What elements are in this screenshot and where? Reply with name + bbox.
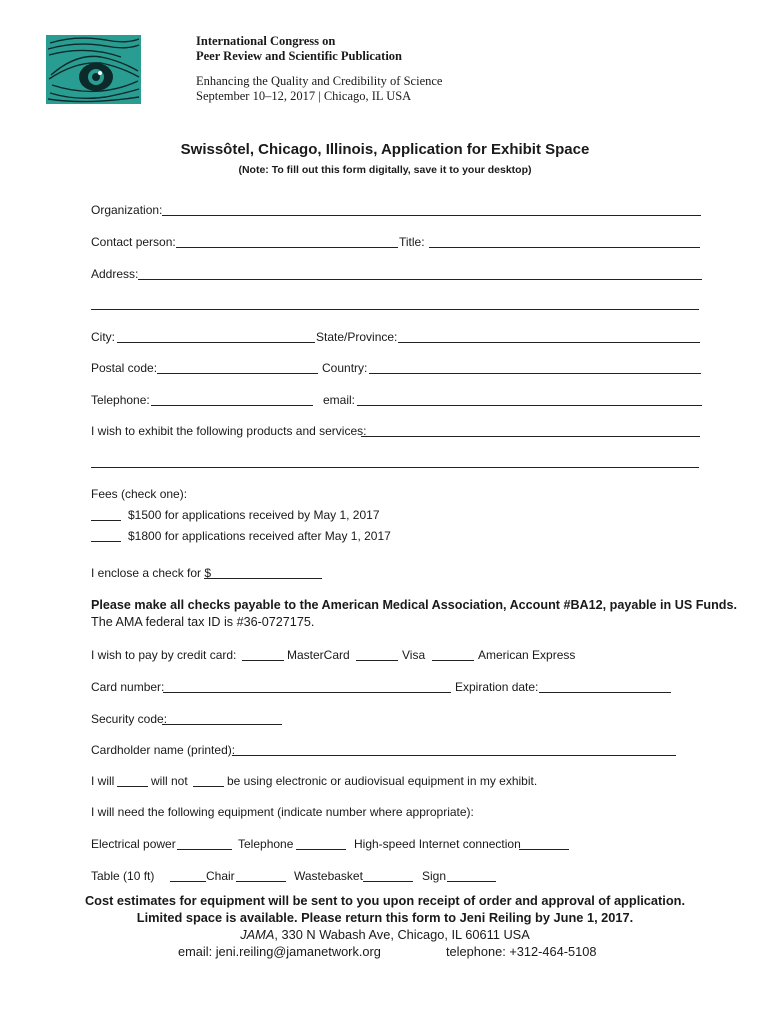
products-label: I wish to exhibit the following products and services: xyxy=(91,424,367,438)
fee-option2-label: $1800 for applications received after May 1, 2017 xyxy=(128,529,391,543)
equipment-need-label: I will need the following equipment (indicate number where appropriate): xyxy=(91,805,474,819)
amex-checkbox[interactable] xyxy=(432,660,474,661)
mailing-address xyxy=(0,927,770,942)
country-field[interactable] xyxy=(369,373,701,374)
fee-option1-checkbox[interactable] xyxy=(91,520,121,521)
table-label: Table (10 ft) xyxy=(91,869,155,883)
address-text: , 330 N Wabash Ave, Chicago, IL 60611 USA xyxy=(274,927,530,942)
postal-code-field[interactable] xyxy=(157,373,318,374)
address-field[interactable] xyxy=(138,279,702,280)
will-not-label: will not xyxy=(151,774,188,788)
telephone-equipment-label: Telephone xyxy=(238,837,294,851)
form-title: Swissôtel, Chicago, Illinois, Application for Exhibit Space xyxy=(180,141,590,158)
check-amount-field[interactable] xyxy=(204,578,322,579)
electrical-power-field[interactable] xyxy=(177,849,232,850)
congress-title-line1: International Congress on xyxy=(196,34,336,48)
telephone-equipment-field[interactable] xyxy=(296,849,346,850)
congress-title-line2: Peer Review and Scientific Publication xyxy=(196,48,402,63)
state-field[interactable] xyxy=(398,342,700,343)
card-number-field[interactable] xyxy=(163,692,451,693)
congress-subtitle xyxy=(196,74,442,103)
contact-person-field[interactable] xyxy=(176,247,398,248)
congress-title xyxy=(196,34,402,63)
will-label: I will xyxy=(91,774,115,788)
expiration-label: Expiration date: xyxy=(455,680,539,694)
address-label: Address: xyxy=(91,267,139,281)
table-field[interactable] xyxy=(170,881,206,882)
contact-person-label: Contact person: xyxy=(91,235,176,249)
fee-option1-label: $1500 for applications received by May 1, 2017 xyxy=(128,508,380,522)
chair-label: Chair xyxy=(206,869,235,883)
security-code-field[interactable] xyxy=(162,724,282,725)
date-location: September 10–12, 2017 | Chicago, IL USA xyxy=(196,88,412,103)
visa-checkbox[interactable] xyxy=(356,660,398,661)
electrical-power-label: Electrical power xyxy=(91,837,176,851)
city-label: City: xyxy=(91,330,115,344)
fees-heading: Fees (check one): xyxy=(91,487,188,501)
checks-payable-note: Please make all checks payable to the American Medical Association, Account #BA12, payable in US Funds. xyxy=(91,598,738,612)
email-field[interactable] xyxy=(357,405,702,406)
title-field[interactable] xyxy=(429,247,700,248)
be-using-label: be using electronic or audiovisual equipment in my exhibit. xyxy=(227,774,538,788)
country-label: Country: xyxy=(322,361,368,375)
card-number-label: Card number: xyxy=(91,680,165,694)
telephone-label: Telephone: xyxy=(91,393,150,407)
security-code-label: Security code: xyxy=(91,712,168,726)
state-label: State/Province: xyxy=(316,330,398,344)
internet-label: High-speed Internet connection xyxy=(354,837,521,851)
eye-icon xyxy=(46,35,141,104)
amex-label: American Express xyxy=(478,648,576,662)
sign-field[interactable] xyxy=(447,881,496,882)
sign-label: Sign xyxy=(422,869,447,883)
form-note: (Note: To fill out this form digitally, save it to your desktop) xyxy=(238,164,532,176)
mastercard-label: MasterCard xyxy=(287,648,350,662)
postal-code-label: Postal code: xyxy=(91,361,158,375)
cardholder-field[interactable] xyxy=(232,755,676,756)
credit-card-prompt: I wish to pay by credit card: xyxy=(91,648,237,662)
organization-label: Organization: xyxy=(91,203,163,217)
telephone-field[interactable] xyxy=(151,405,313,406)
internet-field[interactable] xyxy=(519,849,569,850)
journal-name: JAMA xyxy=(240,927,275,942)
will-checkbox[interactable] xyxy=(117,786,148,787)
contact-telephone: telephone: +312-464-5108 xyxy=(446,944,597,959)
city-field[interactable] xyxy=(117,342,315,343)
mastercard-checkbox[interactable] xyxy=(242,660,284,661)
title-label: Title: xyxy=(399,235,425,249)
cardholder-label: Cardholder name (printed): xyxy=(91,743,236,757)
cost-estimates-note: Cost estimates for equipment will be sent to you upon receipt of order and approval of application. xyxy=(84,893,686,908)
organization-field[interactable] xyxy=(162,215,701,216)
expiration-field[interactable] xyxy=(539,692,671,693)
wastebasket-field[interactable] xyxy=(363,881,413,882)
fee-option2-checkbox[interactable] xyxy=(91,541,121,542)
subtitle: Enhancing the Quality and Credibility of Science xyxy=(196,74,443,88)
enclose-check-label: I enclose a check for $ xyxy=(91,566,212,580)
will-not-checkbox[interactable] xyxy=(193,786,224,787)
products-field[interactable] xyxy=(361,436,700,437)
visa-label: Visa xyxy=(402,648,426,662)
contact-email: email: jeni.reiling@jamanetwork.org xyxy=(178,944,381,959)
email-label: email: xyxy=(323,393,356,407)
tax-id-note: The AMA federal tax ID is #36-0727175. xyxy=(91,615,315,629)
wastebasket-label: Wastebasket xyxy=(294,869,363,883)
limited-space-note: Limited space is available. Please return this form to Jeni Reiling by June 1, 2017. xyxy=(136,910,634,925)
address-field-line2[interactable] xyxy=(91,309,699,310)
chair-field[interactable] xyxy=(236,881,286,882)
products-field-line2[interactable] xyxy=(91,467,699,468)
